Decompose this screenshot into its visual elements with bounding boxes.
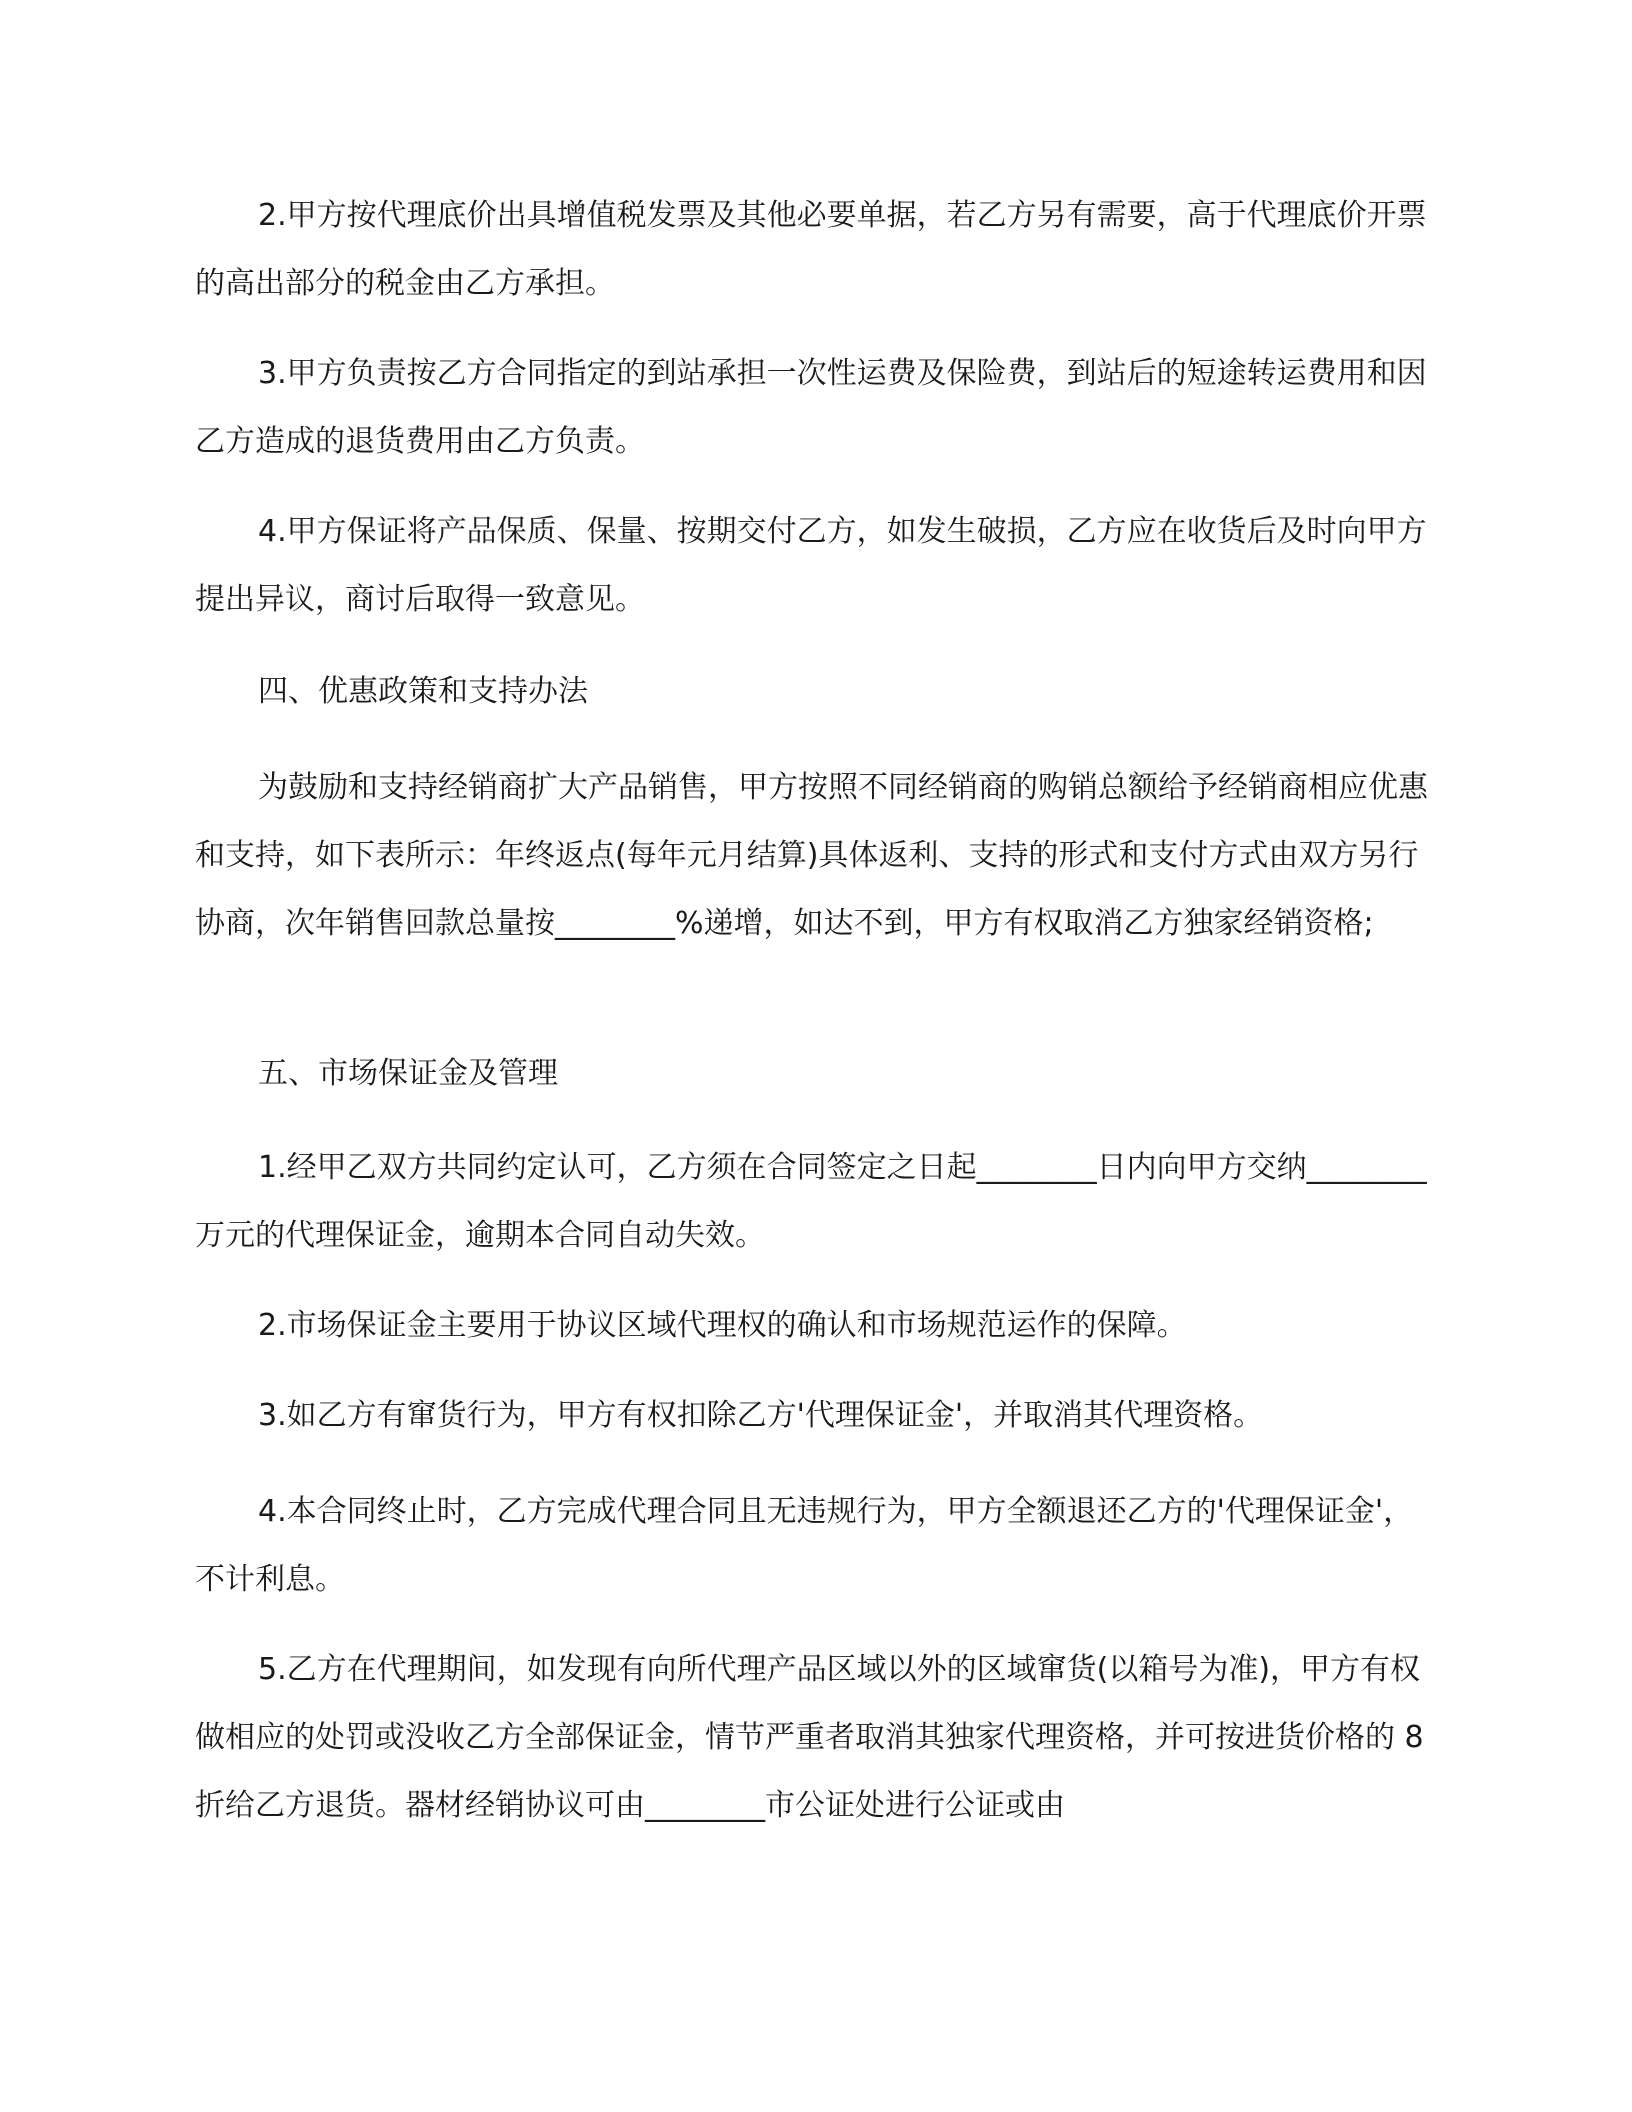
clause-4-delivery: 4.甲方保证将产品保质、保量、按期交付乙方，如发生破损，乙方应在收货后及时向甲方提出异议，商讨后取得一致意见。 xyxy=(195,514,1427,617)
section-heading-4: 四、优惠政策和支持办法 xyxy=(258,674,588,709)
section-4-body: 为鼓励和支持经销商扩大产品销售，甲方按照不同经销商的购销总额给予经销商相应优惠和支持，如下表所示：年终返点(每年元月结算)具体返利、支持的形式和支付方式由双方另行协商，次年销售回款总量按________%递增，如达不到，甲方有权取消乙方独家经销资格; xyxy=(195,770,1428,941)
clause-5-3-crossselling: 3.如乙方有窜货行为，甲方有权扣除乙方'代理保证金'，并取消其代理资格。 xyxy=(258,1398,1264,1433)
clause-5-2-purpose: 2.市场保证金主要用于协议区域代理权的确认和市场规范运作的保障。 xyxy=(258,1308,1187,1343)
clause-3-freight: 3.甲方负责按乙方合同指定的到站承担一次性运费及保险费，到站后的短途转运费用和因乙方造成的退货费用由乙方负责。 xyxy=(195,356,1427,459)
clause-5-5-penalty: 5.乙方在代理期间，如发现有向所代理产品区域以外的区域窜货(以箱号为准)，甲方有权做相应的处罚或没收乙方全部保证金，情节严重者取消其独家代理资格，并可按进货价格的 8 折给乙方退货。器材经销协议可由________市公证处进行公证或由 xyxy=(195,1652,1424,1823)
clause-2-invoice: 2.甲方按代理底价出具增值税发票及其他必要单据，若乙方另有需要，高于代理底价开票的高出部分的税金由乙方承担。 xyxy=(195,198,1427,301)
clause-5-1-deposit: 1.经甲乙双方共同约定认可，乙方须在合同签定之日起________日内向甲方交纳________万元的代理保证金，逾期本合同自动失效。 xyxy=(195,1150,1427,1253)
clause-5-4-refund: 4.本合同终止时，乙方完成代理合同且无违规行为，甲方全额退还乙方的'代理保证金'，不计利息。 xyxy=(195,1494,1414,1597)
section-heading-5: 五、市场保证金及管理 xyxy=(258,1056,558,1091)
